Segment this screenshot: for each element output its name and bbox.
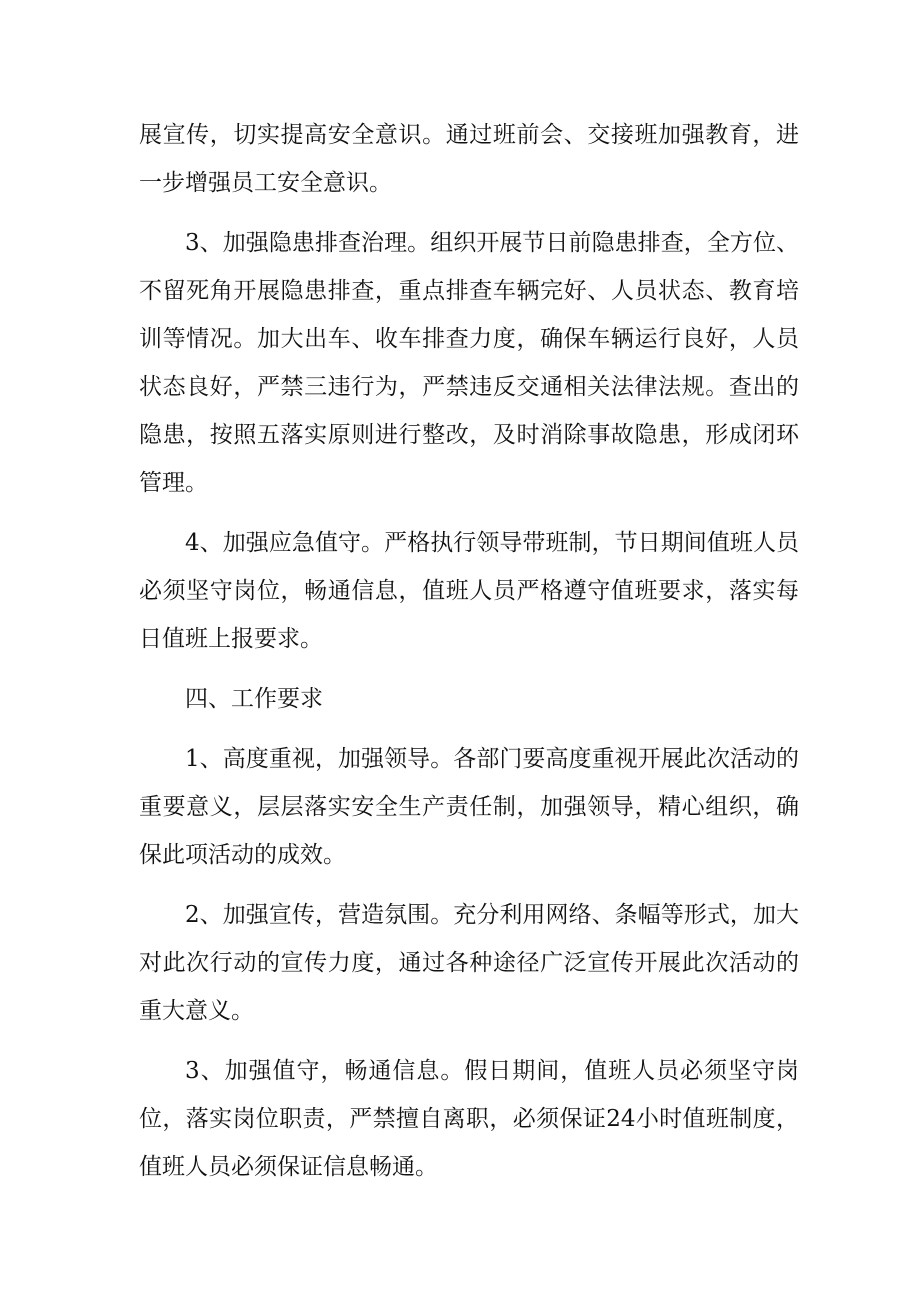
paragraph-duty-communication: 3、加强值守，畅通信息。假日期间，值班人员必须坚守岗位，落实岗位职责，严禁擅自离职，必须保证24小时值班制度，值班人员必须保证信息畅通。 xyxy=(139,1058,799,1180)
paragraph-publicity: 2、加强宣传，营造氛围。充分利用网络、条幅等形式，加大对此次行动的宣传力度，通过各种途径广泛宣传开展此次活动的重大意义。 xyxy=(139,902,799,1024)
paragraph-continuation: 展宣传，切实提高安全意识。通过班前会、交接班加强教育，进一步增强员工安全意识。 xyxy=(139,122,799,196)
section-heading-work-requirements: 四、工作要求 xyxy=(185,686,323,712)
paragraph-leadership: 1、高度重视，加强领导。各部门要高度重视开展此次活动的重要意义，层层落实安全生产责任制，加强领导，精心组织，确保此项活动的成效。 xyxy=(139,746,799,868)
paragraph-emergency-duty: 4、加强应急值守。严格执行领导带班制，节日期间值班人员必须坚守岗位，畅通信息，值班人员严格遵守值班要求，落实每日值班上报要求。 xyxy=(139,530,799,652)
paragraph-hazard-inspection: 3、加强隐患排查治理。组织开展节日前隐患排查，全方位、不留死角开展隐患排查，重点排查车辆完好、人员状态、教育培训等情况。加大出车、收车排查力度，确保车辆运行良好，人员状态良好，严禁三违行为，严禁违反交通相关法律法规。查出的隐患，按照五落实原则进行整改，及时消除事故隐患，形成闭环管理。 xyxy=(139,230,799,496)
document-page xyxy=(139,111,799,1191)
